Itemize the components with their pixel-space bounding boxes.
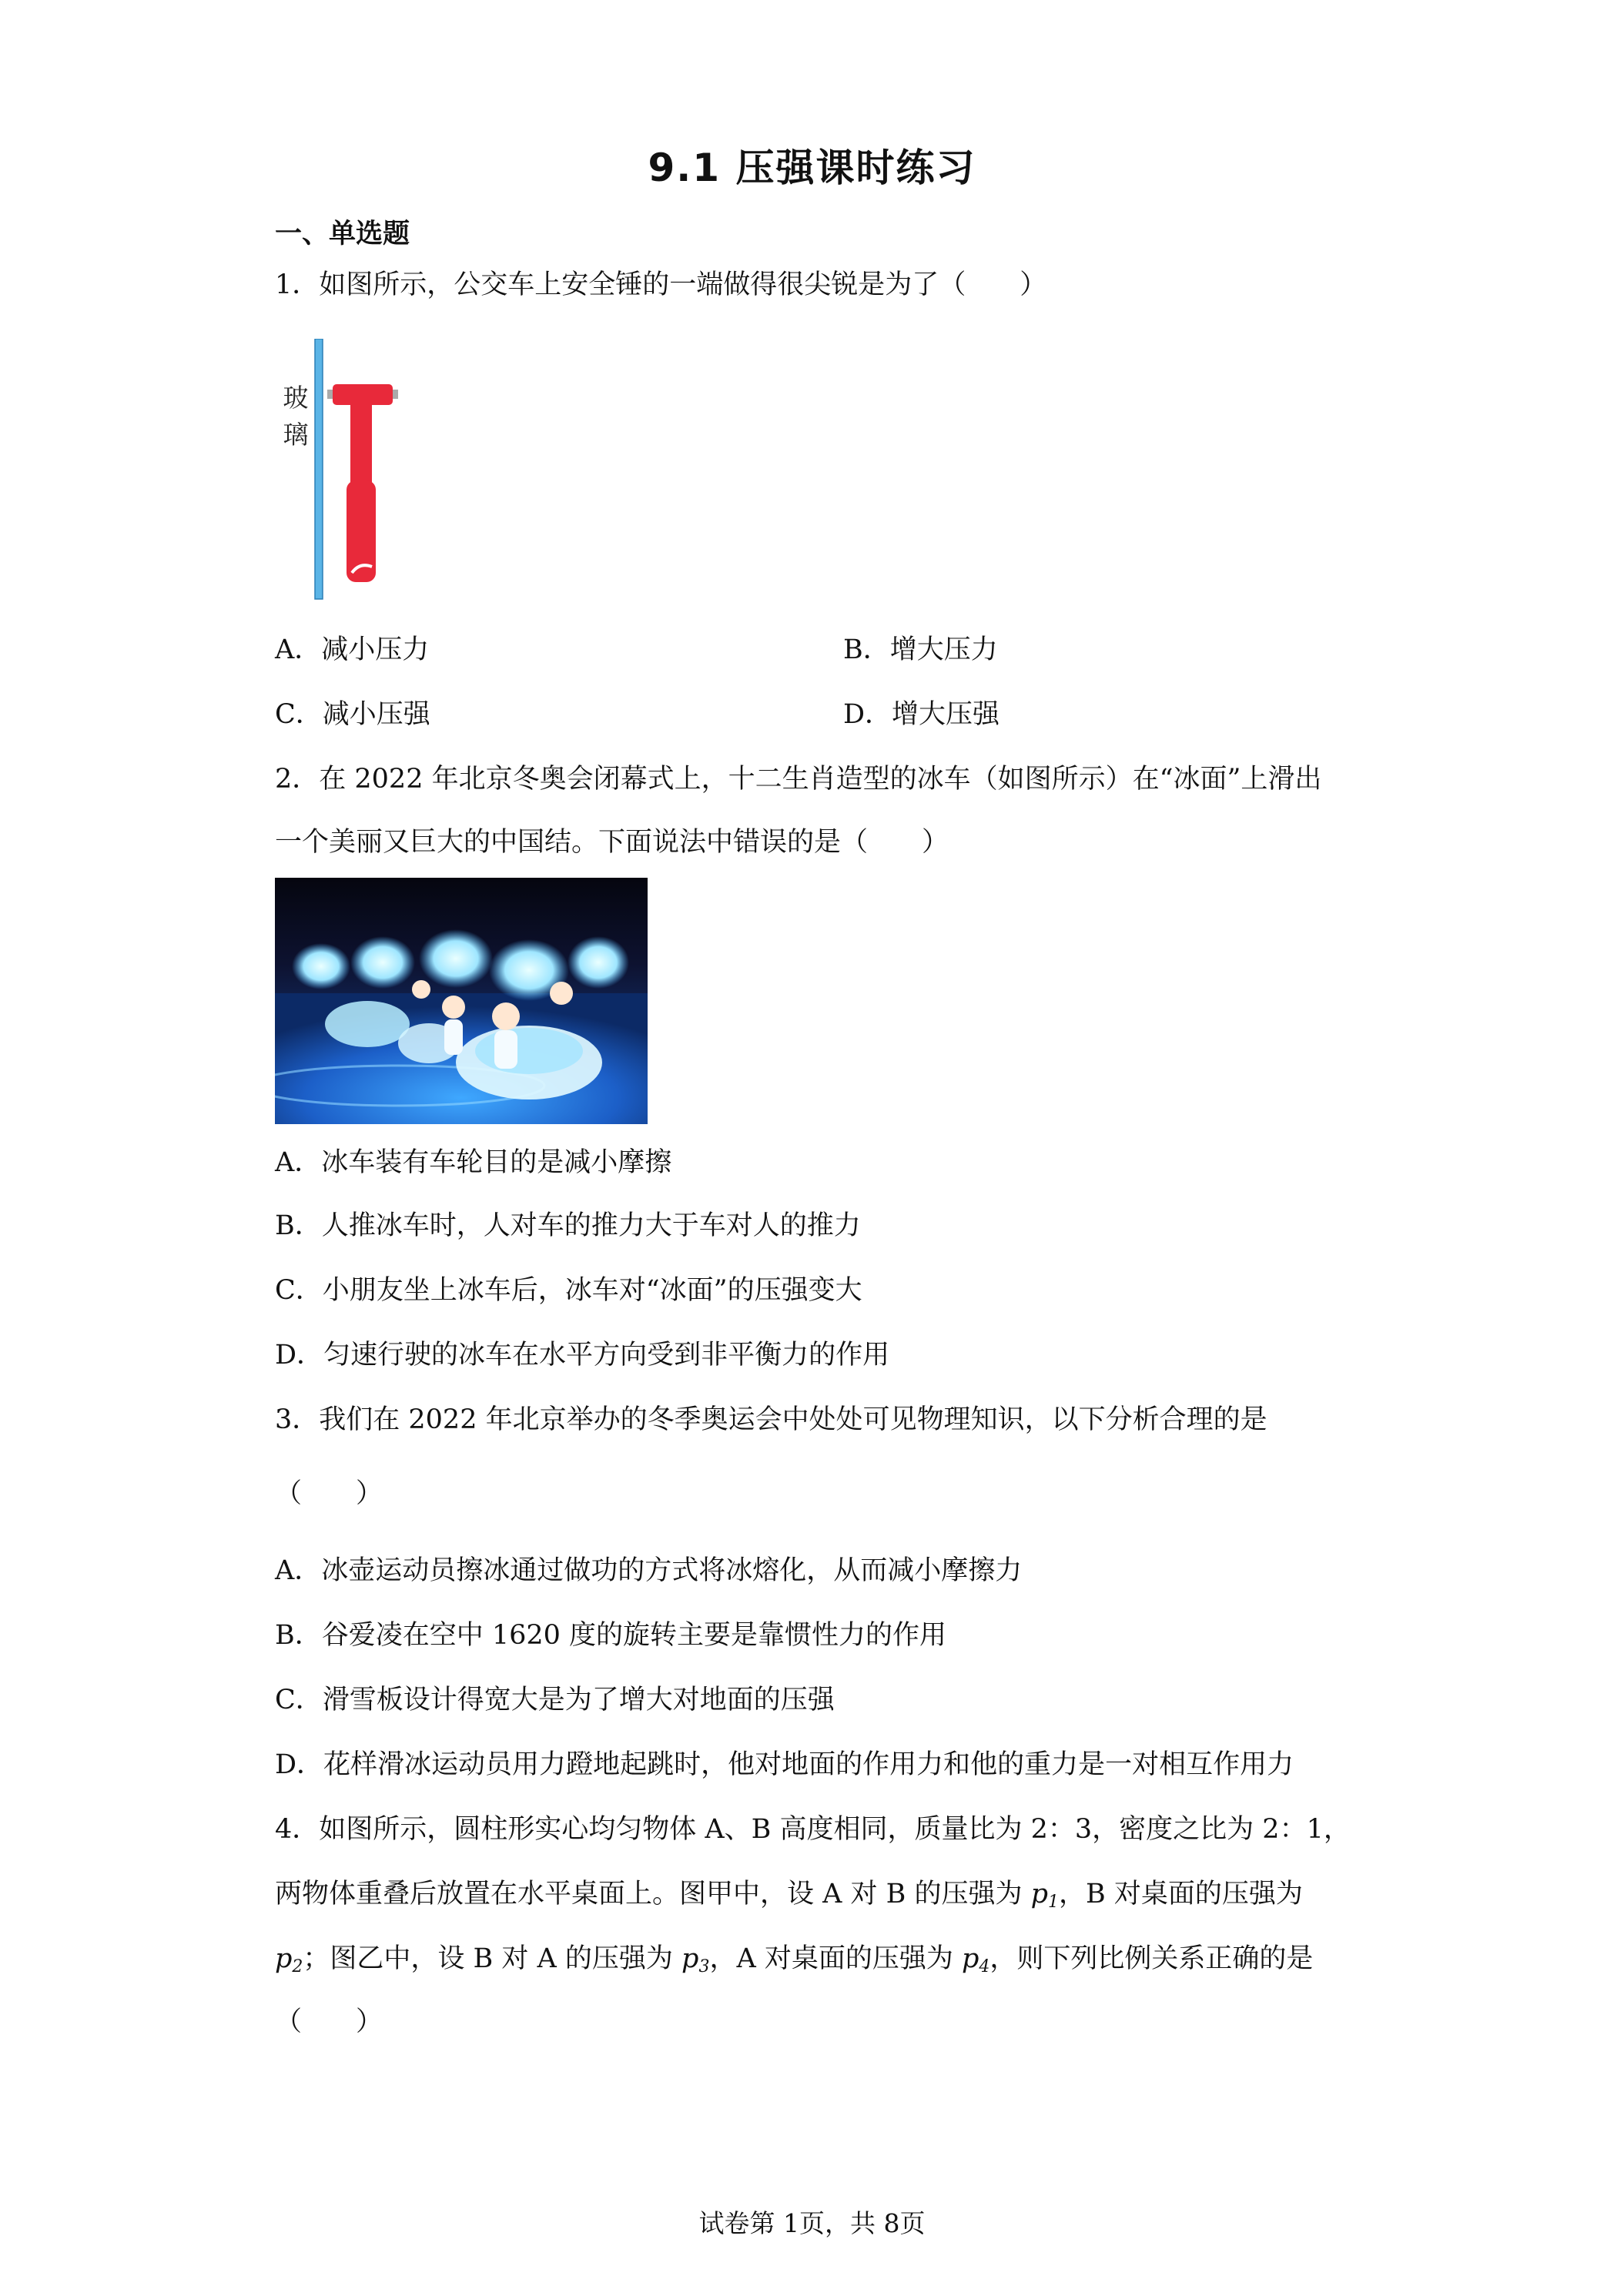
q2-stem-line-2: 一个美丽又巨大的中国结。下面说法中错误的是（ ） <box>275 827 949 858</box>
q4-line-3 <box>275 1942 1313 1984</box>
q4-symbol-p3: $p_3$ <box>681 1943 710 1976</box>
q3-stem-line-2: （ ） <box>275 1478 383 1509</box>
photo-performer-2 <box>442 996 465 1019</box>
q4-line-4: （ ） <box>275 2006 383 2037</box>
q3-option-c: C．滑雪板设计得宽大是为了增大对地面的压强 <box>275 1685 835 1715</box>
ice-cart-photo <box>275 878 648 1124</box>
photo-ice-cart-1 <box>325 1001 410 1047</box>
safety-hammer-illustration <box>275 339 414 601</box>
photo-performer-3 <box>550 982 573 1005</box>
q3-stem-line-1: 3．我们在 2022 年北京举办的冬季奥运会中处处可见物理知识，以下分析合理的是 <box>275 1404 1267 1435</box>
photo-performer-body-2 <box>444 1019 463 1055</box>
q3-option-a: A．冰壶运动员擦冰通过做功的方式将冰熔化，从而减小摩擦力 <box>275 1555 1023 1586</box>
photo-performer-1 <box>492 1002 520 1030</box>
q4-line-3-text-c: ，则下列比例关系正确的是 <box>989 1943 1314 1974</box>
q1-option-c: C．减小压强 <box>275 699 430 730</box>
glass-pane <box>315 339 323 599</box>
photo-performer-4 <box>412 980 430 999</box>
section-heading: 一、单选题 <box>275 219 410 249</box>
q2-stem-line-1: 2．在 2022 年北京冬奥会闭幕式上，十二生肖造型的冰车（如图所示）在“冰面”上滑出 <box>275 764 1322 795</box>
q2-option-c: C．小朋友坐上冰车后，冰车对“冰面”的压强变大 <box>275 1275 862 1306</box>
photo-glow-2 <box>350 936 415 989</box>
q4-line-3-text-a: ；图乙中，设 B 对 A 的压强为 <box>303 1943 682 1974</box>
q4-line-2-text-b: ，B 对桌面的压强为 <box>1059 1879 1303 1909</box>
safety-hammer-figure <box>275 339 414 601</box>
q4-symbol-p2: $p_2$ <box>275 1943 303 1976</box>
q2-option-b: B．人推冰车时，人对车的推力大于车对人的推力 <box>275 1210 861 1241</box>
q1-option-d: D．增大压强 <box>843 699 1000 730</box>
q4-symbol-p4: $p_4$ <box>961 1943 990 1976</box>
hammer-head <box>333 384 393 405</box>
q4-line-3-text-b: ，A 对桌面的压强为 <box>709 1943 962 1974</box>
hammer-neck <box>350 403 372 488</box>
q4-line-1: 4．如图所示，圆柱形实心均匀物体 A、B 高度相同，质量比为 2：3，密度之比为 2：1， <box>275 1814 1351 1845</box>
page-footer: 试卷第 1页，共 8页 <box>698 2208 926 2238</box>
glass-label-char-1: 玻 <box>283 383 309 413</box>
q3-option-b: B．谷爱凌在空中 1620 度的旋转主要是靠惯性力的作用 <box>275 1620 947 1651</box>
photo-glow-5 <box>568 936 629 989</box>
q1-option-b: B．增大压力 <box>843 634 998 665</box>
glass-label-char-2: 璃 <box>283 420 309 450</box>
q4-line-2 <box>275 1877 1303 1919</box>
hammer-tip-right <box>392 390 398 399</box>
photo-ice-cart-main-top <box>475 1028 583 1074</box>
q1-option-a: A．减小压力 <box>275 634 430 665</box>
hammer-tip-left <box>327 390 333 399</box>
q1-stem: 1．如图所示，公交车上安全锤的一端做得很尖锐是为了（ ） <box>275 269 1047 300</box>
q2-option-d: D．匀速行驶的冰车在水平方向受到非平衡力的作用 <box>275 1340 890 1371</box>
photo-glow-1 <box>292 943 350 989</box>
page-title: 9.1 压强课时练习 <box>648 146 976 190</box>
q3-option-d: D．花样滑冰运动员用力蹬地起跳时，他对地面的作用力和他的重力是一对相互作用力 <box>275 1749 1294 1780</box>
ice-cart-photo-illustration <box>275 878 648 1124</box>
photo-glow-3 <box>419 929 493 988</box>
q2-option-a: A．冰车装有车轮目的是减小摩擦 <box>275 1147 672 1178</box>
q4-symbol-p1: $p_1$ <box>1030 1879 1060 1912</box>
photo-performer-body-1 <box>494 1030 517 1069</box>
q4-line-2-text-a: 两物体重叠后放置在水平桌面上。图甲中，设 A 对 B 的压强为 <box>275 1879 1031 1909</box>
